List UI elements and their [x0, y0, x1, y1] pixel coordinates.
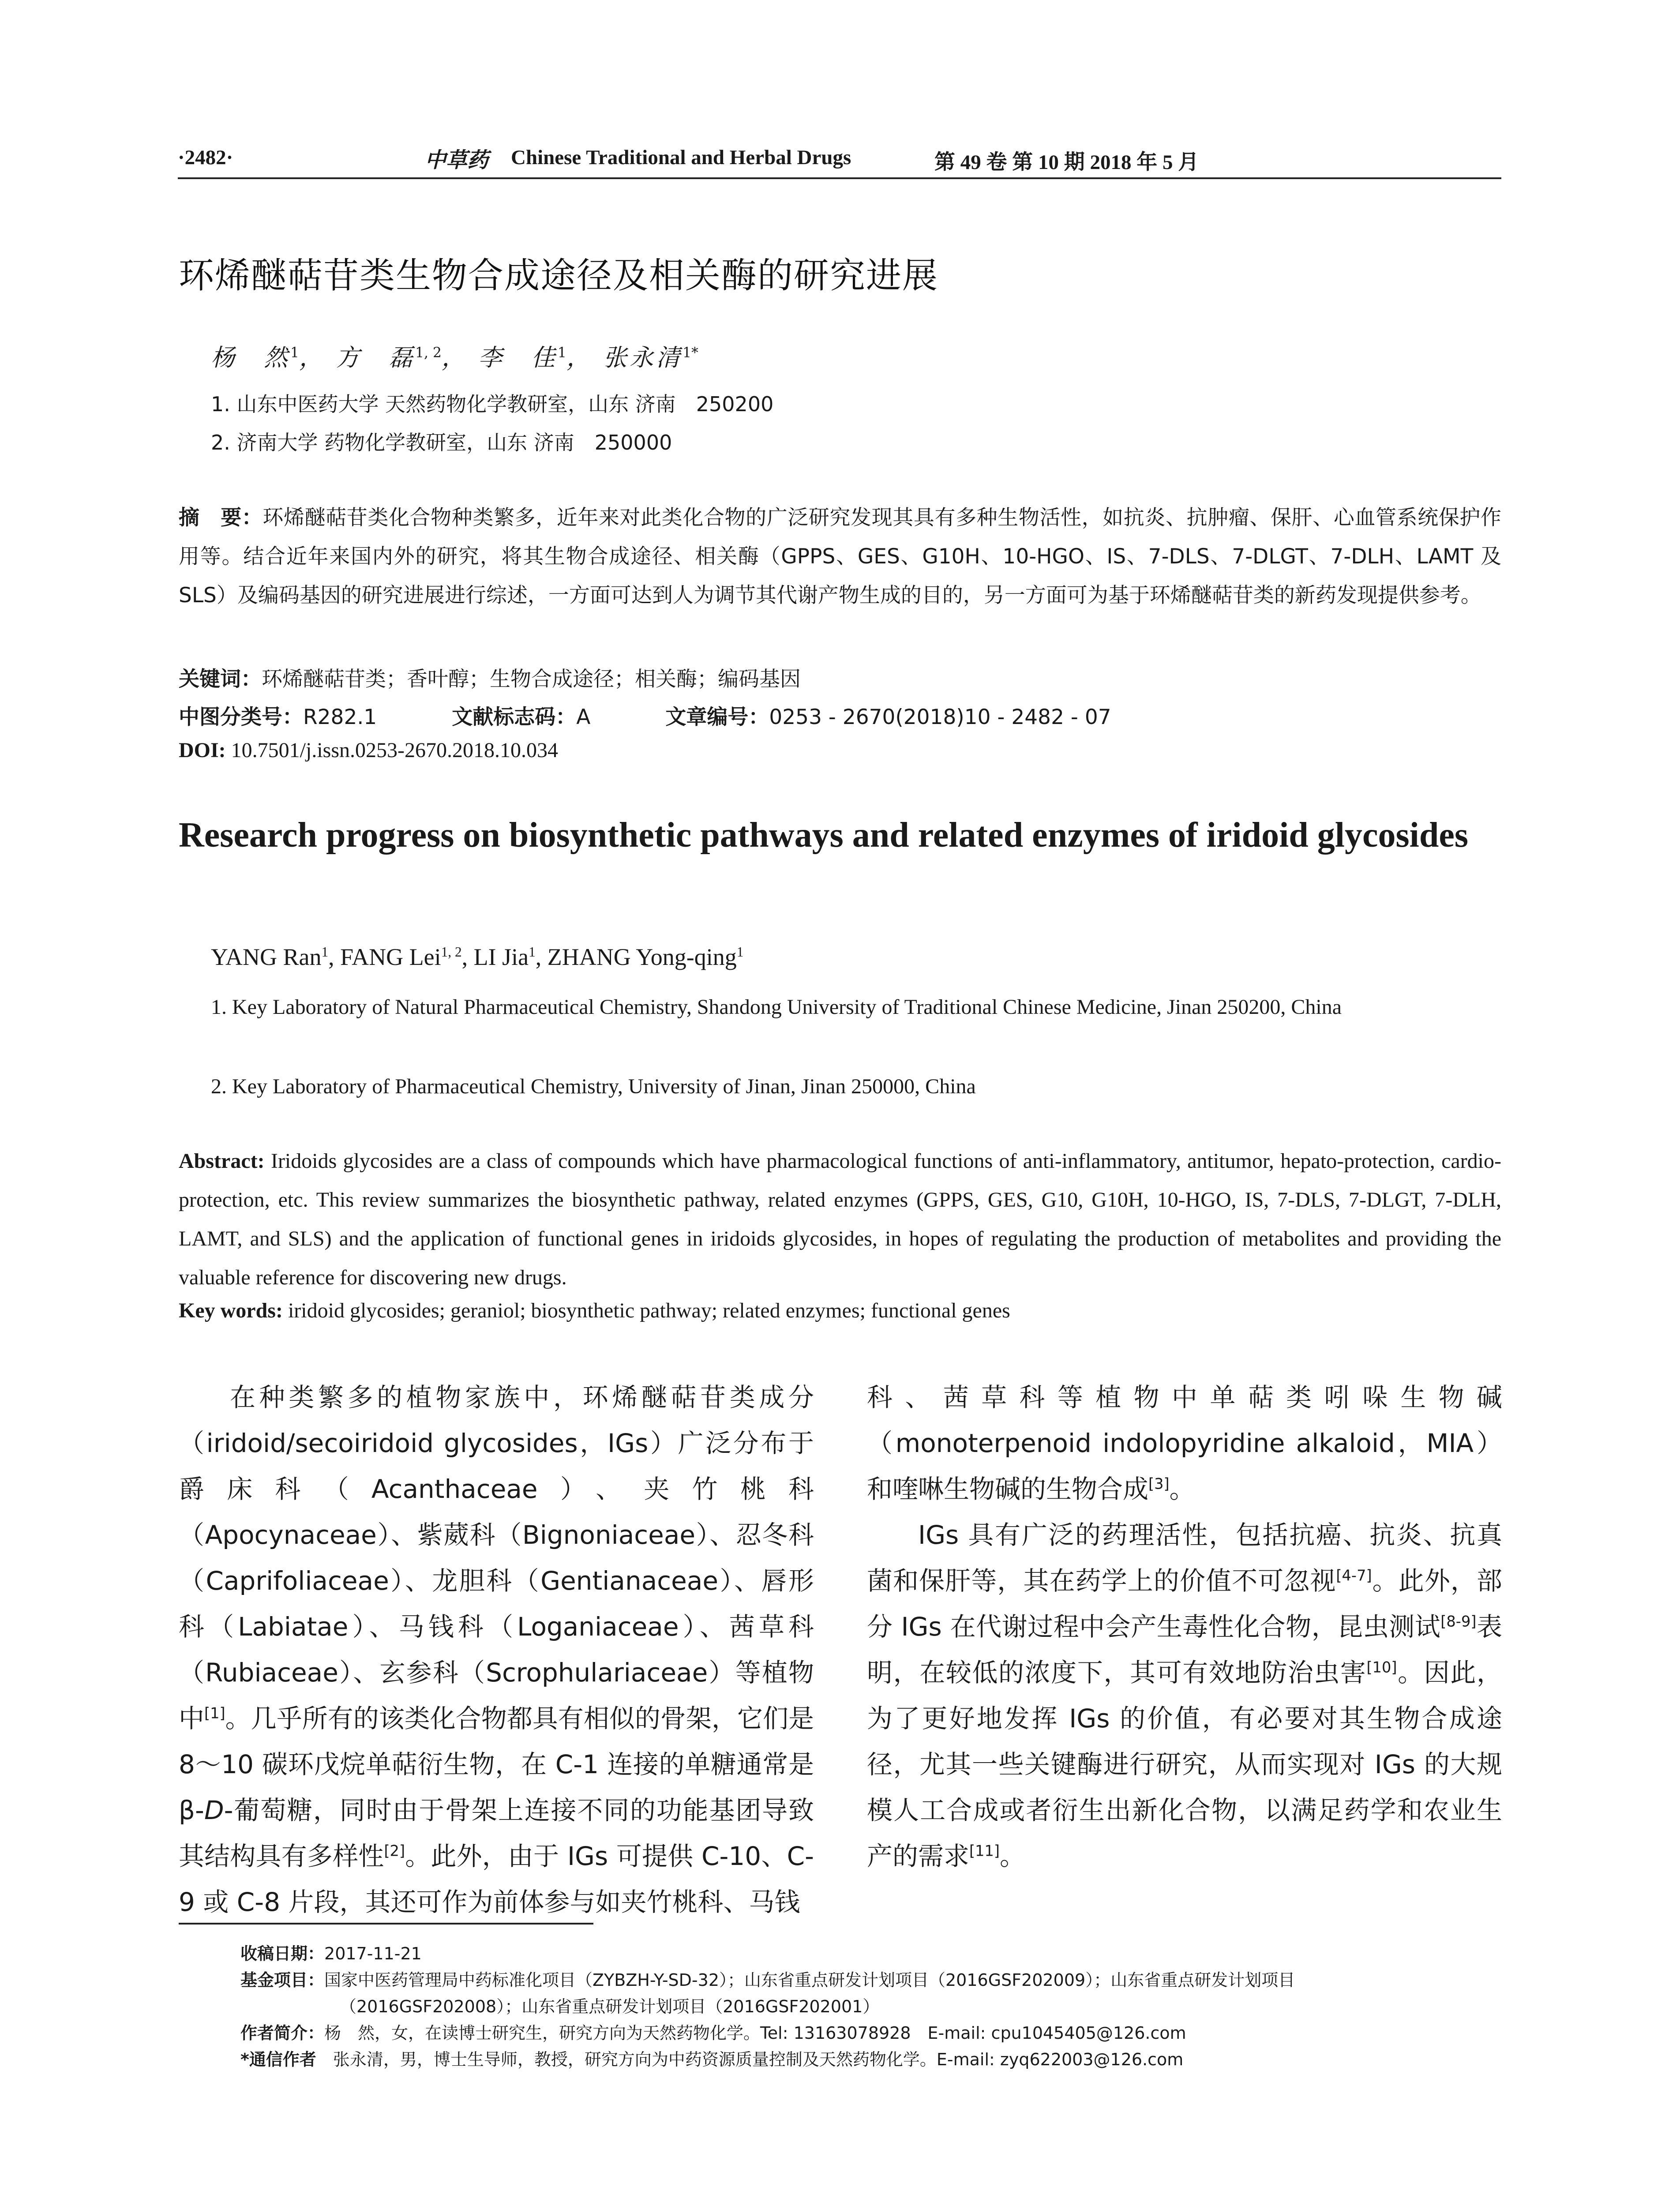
abstract-text: 环烯醚萜苷类化合物种类繁多，近年来对此类化合物的广泛研究发现其具有多种生物活性，如抗炎、抗肿瘤、保肝、心血管系统保护作用等。结合近年来国内外的研究，将其生物合成途径、相关酶（GPPS、GES、G10H、10-HGO、IS、7-DLS、7-DLGT、7-DLH、LAMT 及 SLS）及编码基因的研究进展进行综述，一方面可达到人为调节其代谢产物生成的目的，另一方面可为基于环烯醚萜苷类的新药发现提供参考。	[179, 506, 1501, 608]
author-name: 李 佳	[478, 344, 558, 371]
en-abstract	[179, 1142, 1501, 1297]
author-name: 方 磊	[336, 344, 416, 371]
footnote-fund: 基金项目：国家中医药管理局中药标准化项目（ZYBZH-Y-SD-32）；山东省重点研发计划项目（2016GSF202009）；山东省重点研发计划项目	[240, 1970, 1295, 1990]
cn-title: 环烯醚萜苷类生物合成途径及相关酶的研究进展	[179, 255, 938, 296]
footnote-rule	[179, 1923, 593, 1925]
cn-keywords: 关键词：环烯醚萜苷类；香叶醇；生物合成途径；相关酶；编码基因	[179, 667, 801, 691]
footnote-corresponding: *通信作者 张永清，男，博士生导师，教授，研究方向为中药资源质量控制及天然药物化学。E-mail: zyq622003@126.com	[240, 2050, 1184, 2069]
en-title: Research progress on biosynthetic pathways and related enzymes of iridoid glycosides	[179, 816, 1469, 855]
abstract-label: 摘 要：	[179, 506, 263, 530]
footnote-fund-cont: （2016GSF202008）；山东省重点研发计划项目（2016GSF202001）	[340, 1997, 880, 2016]
body-column-left	[179, 1374, 814, 1925]
citation[interactable]: [8-9]	[1440, 1613, 1477, 1630]
author-name: 张永清	[603, 344, 683, 371]
doi: DOI: 10.7501/j.issn.0253-2670.2018.10.034	[179, 739, 559, 762]
en-affiliation: 1. Key Laboratory of Natural Pharmaceutical Chemistry, Shandong University of Traditional Chinese Medicine, Jinan 250200, China	[211, 995, 1342, 1019]
running-header	[178, 140, 1501, 176]
abstract-label: Abstract:	[179, 1149, 265, 1173]
citation[interactable]: [10]	[1366, 1658, 1397, 1676]
abstract-text: Iridoids glycosides are a class of compounds which have pharmacological functions of anti-inflammatory, antitumor, hepato-protection, cardio-protection, etc. This review summarizes the biosynthetic pathway, related enzymes (GPPS, GES, G10, G10H, 10-HGO, IS, 7-DLS, 7-DLGT, 7-DLH, LAMT, and SLS) and the application of functional genes in iridoids glycosides, in hopes of regulating the production of metabolites and providing the valuable reference for discovering new drugs.	[179, 1149, 1502, 1289]
cn-authors: 杨 然$^1$， 方 磊$^{1, 2}$， 李 佳$^1$， 张永清$^{1*}$	[211, 344, 698, 371]
footnote-author: 作者简介：杨 然，女，在读博士研究生，研究方向为天然药物化学。Tel: 13163078928 E-mail: cpu1045405@126.com	[240, 2023, 1186, 2043]
classification-line: 中图分类号：R282.1 文献标志码：A 文章编号：0253 - 2670(2018)10 - 2482 - 07	[179, 705, 1111, 729]
body-paragraph: IGs 具有广泛的药理活性，包括抗癌、抗炎、抗真菌和保肝等，其在药学上的价值不可忽视[4-7]。此外，部分 IGs 在代谢过程中会产生毒性化合物，昆虫测试[8-9]表明，在较低的浓度下，其可有效地防治虫害[10]。因此，为了更好地发挥 IGs 的价值，有必要对其生物合成途径，尤其一些关键酶进行研究，从而实现对 IGs 的大规模人工合成或者衍生出新化合物，以满足药学和农业生产的需求[11]。	[867, 1520, 1502, 1871]
en-keywords: Key words: iridoid glycosides; geraniol; biosynthetic pathway; related enzymes; functional genes	[179, 1299, 1010, 1322]
citation[interactable]: [1]	[204, 1704, 225, 1722]
journal-name-cn: 中草药	[425, 149, 489, 172]
cn-abstract	[179, 499, 1501, 615]
cn-affiliation: 2. 济南大学 药物化学教研室，山东 济南 250000	[211, 431, 672, 454]
header-rule	[178, 177, 1501, 179]
citation[interactable]: [11]	[969, 1842, 1000, 1860]
author-name: 杨 然	[211, 344, 290, 371]
doi-link[interactable]: 10.7501/j.issn.0253-2670.2018.10.034	[231, 739, 559, 762]
en-affiliation: 2. Key Laboratory of Pharmaceutical Chemistry, University of Jinan, Jinan 250000, China	[211, 1075, 976, 1098]
en-authors: YANG Ran$^1$, FANG Lei$^{1, 2}$, LI Jia$^1$, ZHANG Yong-qing$^1$	[211, 944, 744, 970]
page-number: ·2482·	[178, 146, 233, 169]
citation[interactable]: [2]	[384, 1842, 405, 1860]
issue-info: 第 49 卷 第 10 期 2018 年 5 月	[934, 151, 1199, 174]
body-paragraph: 科、茜草科等植物中单萜类吲哚生物碱（monoterpenoid indolopyridine alkaloid，MIA）和喹啉生物碱的生物合成[3]。	[867, 1382, 1502, 1504]
cn-affiliation: 1. 山东中医药大学 天然药物化学教研室，山东 济南 250200	[211, 392, 774, 416]
footnote-received: 收稿日期：2017-11-21	[240, 1944, 422, 1963]
journal-name-en: Chinese Traditional and Herbal Drugs	[511, 146, 851, 169]
body-column-right	[867, 1374, 1502, 1879]
body-paragraph: 在种类繁多的植物家族中，环烯醚萜苷类成分（iridoid/secoiridoid glycosides，IGs）广泛分布于爵床科（Acanthaceae）、夹竹桃科（Apocynaceae）、紫葳科（Bignoniaceae）、忍冬科（Caprifoliaceae）、龙胆科（Gentianaceae）、唇形科（Labiatae）、马钱科（Loganiaceae）、茜草科（Rubiaceae）、玄参科（Scrophulariaceae）等植物中[1]。几乎所有的该类化合物都具有相似的骨架，它们是 8～10 碳环戊烷单萜衍生物，在 C-1 连接的单糖通常是 β-D-葡萄糖，同时由于骨架上连接不同的功能基团导致其结构具有多样性[2]。此外，由于 IGs 可提供 C-10、C-9 或 C-8 片段，其还可作为前体参与如夹竹桃科、马钱	[179, 1382, 814, 1917]
citation[interactable]: [3]	[1148, 1475, 1170, 1493]
citation[interactable]: [4-7]	[1336, 1567, 1372, 1584]
